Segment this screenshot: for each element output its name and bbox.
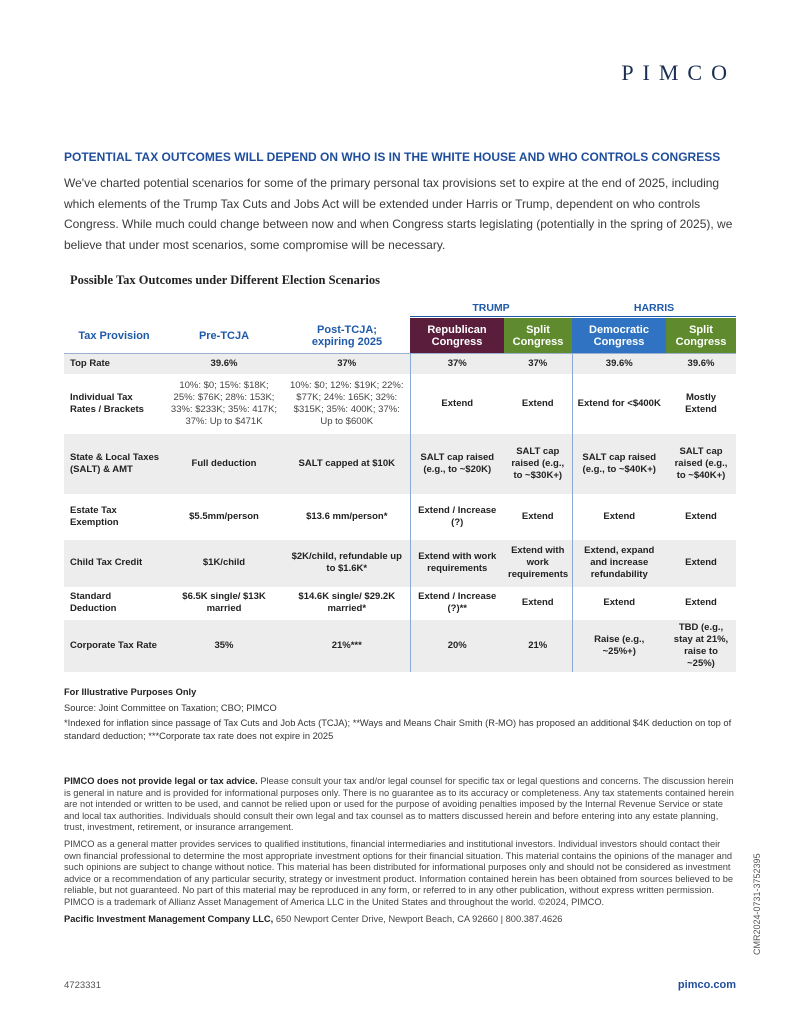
header-post-tcja-line2: expiring 2025 <box>311 335 383 348</box>
headline: POTENTIAL TAX OUTCOMES WILL DEPEND ON WHO IS IN THE WHITE HOUSE AND WHO CONTROLS CONGRESS <box>64 150 721 164</box>
cell-post-tcja: 21%*** <box>284 620 410 672</box>
table-row-estate-tax <box>64 494 736 540</box>
cell-provision: Standard Deduction <box>70 591 117 614</box>
group-line-harris <box>572 316 736 317</box>
illustrative-note: For Illustrative Purposes Only <box>64 687 197 697</box>
table-notes <box>64 686 736 745</box>
header-tax-provision: Tax Provision <box>64 318 164 354</box>
table-header-row <box>64 318 736 354</box>
header-harris-split-line1: Split <box>689 323 713 336</box>
header-trump-rep-line1: Republican <box>427 323 487 336</box>
cell-provision: Corporate Tax Rate <box>64 620 164 672</box>
source-note: Source: Joint Committee on Taxation; CBO; PIMCO <box>64 702 277 713</box>
table-row-top-rate <box>64 354 736 374</box>
cell-post-tcja: SALT capped at $10K <box>284 434 410 494</box>
cell-harris-dem: Raise (e.g., ~25%+) <box>572 620 666 672</box>
cell-harris-split: Mostly Extend <box>685 391 717 415</box>
legal-paragraph-1 <box>64 776 736 834</box>
group-label-trump: TRUMP <box>472 302 510 314</box>
header-trump-split-line2: Congress <box>512 335 564 348</box>
header-trump-republican-congress <box>410 318 504 354</box>
cell-harris-dem: SALT cap raised (e.g., to ~$40K+) <box>572 434 666 494</box>
cell-harris-split: Extend <box>666 540 736 587</box>
pimco-logo: PIMCO <box>621 60 736 85</box>
cell-trump-rep: SALT cap raised (e.g., to ~$20K) <box>410 434 504 494</box>
header-trump-split-congress <box>504 318 572 354</box>
company-address <box>64 914 736 926</box>
cell-provision: Child Tax Credit <box>64 540 164 587</box>
cell-trump-split: 21% <box>504 620 572 672</box>
cell-trump-rep: 37% <box>410 354 504 374</box>
header-harris-democratic-congress <box>572 318 666 354</box>
cell-trump-split: Extend with work requirements <box>504 540 572 587</box>
cell-post-tcja: 37% <box>284 354 410 374</box>
group-line-trump <box>410 316 572 317</box>
cell-trump-rep: Extend <box>410 374 504 434</box>
compliance-code: CMR2024-0731-3752395 <box>752 853 762 955</box>
document-number: 4723331 <box>64 980 101 991</box>
cell-harris-dem: 39.6% <box>572 354 666 374</box>
cell-trump-split: SALT cap raised (e.g., to ~$30K+) <box>504 434 572 494</box>
cell-post-tcja: $14.6K single/ $29.2K married* <box>298 591 396 614</box>
table-row-salt <box>64 434 736 494</box>
cell-pre-tcja: $5.5mm/person <box>189 510 259 522</box>
cell-provision: State & Local Taxes (SALT) & AMT <box>64 434 164 494</box>
cell-trump-rep: Extend / Increase (?) <box>410 494 504 540</box>
company-address-text: 650 Newport Center Drive, Newport Beach, CA 92660 | 800.387.4626 <box>273 913 563 924</box>
cell-trump-split: 37% <box>504 354 572 374</box>
table-row-child-tax-credit <box>64 540 736 587</box>
header-pre-tcja: Pre-TCJA <box>164 318 284 354</box>
table-row-corporate-tax <box>64 620 736 672</box>
cell-pre-tcja: 39.6% <box>164 354 284 374</box>
cell-post-tcja: $2K/child, refundable up to $1.6K* <box>284 540 410 587</box>
cell-provision: Individual Tax Rates / Brackets <box>70 391 144 415</box>
legal-p1-text: Please consult your tax and/or legal counsel for specific tax or legal questions and concerns. The discussion herein is general in nature and is provided for informational purposes only. There is no guarantee as to its accuracy or completeness. Any tax statements contained herein are not intended or written to be used, and cannot be relied upon or used for the purpose of avoiding penalties imposed by the Internal Revenue Service or state and local tax authorities. Individuals should consult their own legal and tax counsel as to matters discussed herein and before entering into any estate planning, trust, investment, retirement, or insurance arrangement. <box>64 776 734 833</box>
cell-harris-dem: Extend <box>572 587 666 620</box>
cell-harris-split: Extend <box>685 510 717 522</box>
tax-outcomes-table <box>64 318 736 672</box>
cell-trump-split: Extend <box>521 397 554 409</box>
legal-paragraph-2: PIMCO as a general matter provides services to qualified institutions, financial intermediaries and institutional investors. Individual investors should contact their own financial professional to determine the most appropriate investment options for their financial situation. This material contains the opinions of the manager and such opinions are subject to change without notice. This material has been distributed for informational purposes only and should not be considered as investment advice or a recommendation of any particular security, strategy or investment product. Information contained herein has been obtained from sources believed to be reliable, but not guaranteed. No part of this material may be reproduced in any form, or referred to in any other publication, without express written permission. PIMCO is a trademark of Allianz Asset Management of America LLC in the United States and throughout the world. ©2024, PIMCO. <box>64 838 734 907</box>
cell-trump-rep: 20% <box>410 620 504 672</box>
table-row-standard-deduction <box>64 587 736 620</box>
header-harris-dem-line2: Congress <box>593 335 645 348</box>
cell-harris-split: TBD (e.g., stay at 21%, raise to ~25%) <box>666 620 736 672</box>
cell-pre-tcja: $6.5K single/ $13K married <box>182 591 266 614</box>
cell-trump-split: Extend <box>521 597 554 608</box>
cell-pre-tcja: $1K/child <box>164 540 284 587</box>
cell-pre-tcja: Full deduction <box>164 434 284 494</box>
cell-pre-tcja: 10%: $0; 15%: $18K; 25%: $76K; 28%: 153K; 33%: $233K; 35%: 417K; 37%: Up to $471K <box>170 379 278 427</box>
cell-harris-dem: Extend, expand and increase refundability <box>572 540 666 587</box>
header-harris-split-congress <box>666 318 736 354</box>
table-title: Possible Tax Outcomes under Different Election Scenarios <box>70 273 380 287</box>
cell-provision: Estate Tax Exemption <box>70 504 119 528</box>
legal-p1-bold: PIMCO does not provide legal or tax advice. <box>64 776 258 786</box>
cell-harris-dem: Extend <box>572 494 666 540</box>
table-row-individual-rates <box>64 374 736 434</box>
cell-harris-split: SALT cap raised (e.g., to ~$40K+) <box>666 434 736 494</box>
header-harris-split-line2: Congress <box>675 335 727 348</box>
footnote: *Indexed for inflation since passage of Tax Cuts and Job Acts (TCJA); **Ways and Means Chair Smith (R-MO) has proposed an additional $4K deduction on top of standard deduction; ***Corporate tax rate does not expire in 2025 <box>64 718 732 741</box>
cell-post-tcja: $13.6 mm/person* <box>306 510 388 522</box>
cell-harris-split: Extend <box>685 597 717 608</box>
header-harris-dem-line1: Democratic <box>589 323 649 336</box>
cell-trump-rep: Extend with work requirements <box>410 540 504 587</box>
header-post-tcja-line1: Post-TCJA; <box>317 323 377 336</box>
group-label-harris: HARRIS <box>633 302 675 314</box>
cell-harris-split: 39.6% <box>666 354 736 374</box>
company-name: Pacific Investment Management Company LLC, <box>64 913 274 924</box>
cell-harris-dem: Extend for <$400K <box>572 374 666 434</box>
footer-website-link[interactable]: pimco.com <box>677 979 736 991</box>
cell-trump-rep: Extend / Increase (?)** <box>410 587 504 620</box>
header-trump-rep-line2: Congress <box>431 335 483 348</box>
legal-disclosures <box>64 776 736 930</box>
intro-paragraph: We've charted potential scenarios for some of the primary personal tax provisions set to expire at the end of 2025, including which elements of the Trump Tax Cuts and Jobs Act will be extended under Harris or Trump, dependent on who controls Congress. While much could change between now and when Congress starts legislating (potentially in the spring of 2025), we believe that under most scenarios, some compromise will be necessary. <box>64 176 733 252</box>
cell-provision: Top Rate <box>64 354 164 374</box>
cell-trump-split: Extend <box>521 510 554 522</box>
cell-pre-tcja: 35% <box>164 620 284 672</box>
header-trump-split-line1: Split <box>526 323 550 336</box>
cell-post-tcja: 10%: $0; 12%: $19K; 22%: $77K; 24%: 165K; 32%: $315K; 35%: 400K; 37%: Up to $600K <box>289 379 404 427</box>
header-post-tcja <box>284 318 410 354</box>
